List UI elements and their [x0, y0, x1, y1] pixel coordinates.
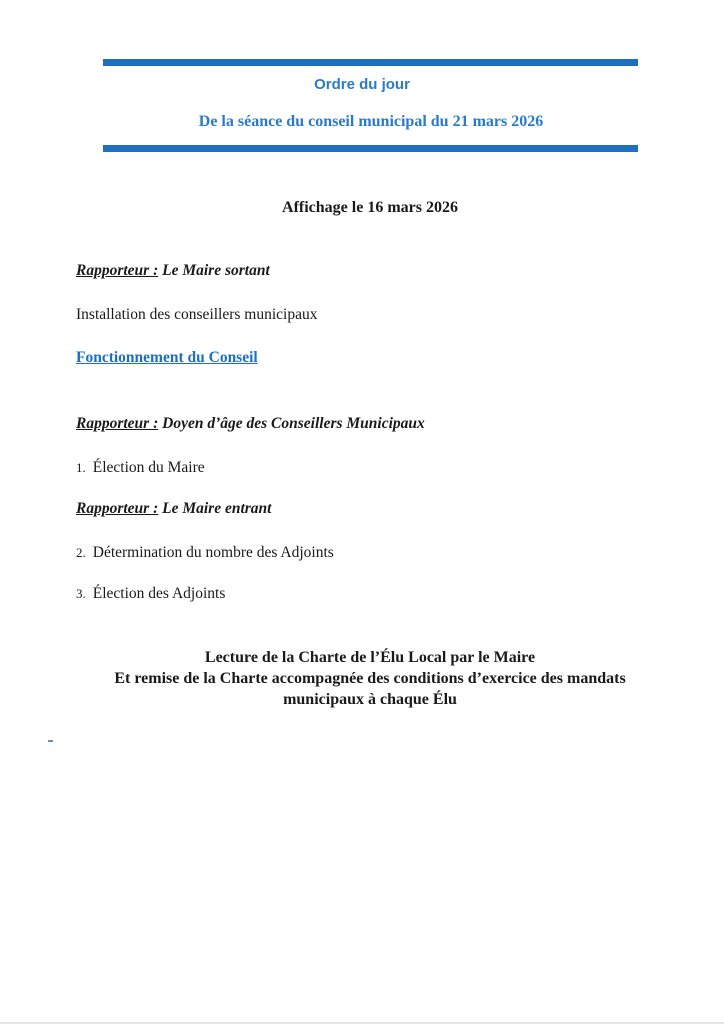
posting-date: Affichage le 16 mars 2026 — [282, 199, 458, 216]
rapporteur-label: Rapporteur : — [76, 500, 159, 517]
rapporteur-name: Le Maire sortant — [158, 262, 270, 279]
header-bottom-rule — [103, 145, 638, 152]
agenda-item-3 — [76, 585, 225, 603]
item-number: 2. — [76, 545, 86, 560]
agenda-item-2 — [76, 544, 334, 562]
rapporteur-name: Le Maire entrant — [158, 500, 272, 517]
agenda-item-installation: Installation des conseillers municipaux — [76, 306, 318, 323]
rapporteur-maire-sortant — [76, 262, 270, 280]
closing-line-2: Et remise de la Charte accompagnée des conditions d’exercice des mandats — [114, 670, 626, 687]
item-text: Détermination du nombre des Adjoints — [92, 544, 334, 561]
document-title: Ordre du jour — [314, 76, 410, 93]
scan-mark — [48, 740, 53, 742]
item-number: 3. — [76, 586, 86, 601]
closing-line-1: Lecture de la Charte de l’Élu Local par le Maire — [204, 649, 536, 666]
rapporteur-label: Rapporteur : — [76, 262, 159, 279]
agenda-item-1 — [76, 459, 205, 477]
rapporteur-name: Doyen d’âge des Conseillers Municipaux — [158, 415, 425, 432]
closing-line-3: municipaux à chaque Élu — [283, 691, 457, 708]
closing-statement — [0, 647, 724, 710]
header-top-rule — [103, 59, 638, 66]
rapporteur-maire-entrant — [76, 500, 272, 518]
item-text: Élection des Adjoints — [92, 585, 226, 602]
item-text: Élection du Maire — [92, 459, 205, 476]
section-fonctionnement: Fonctionnement du Conseil — [76, 349, 258, 366]
rapporteur-label: Rapporteur : — [76, 415, 159, 432]
rapporteur-doyen — [76, 415, 425, 433]
document-subtitle: De la séance du conseil municipal du 21 mars 2026 — [198, 113, 544, 130]
item-number: 1. — [76, 460, 86, 475]
